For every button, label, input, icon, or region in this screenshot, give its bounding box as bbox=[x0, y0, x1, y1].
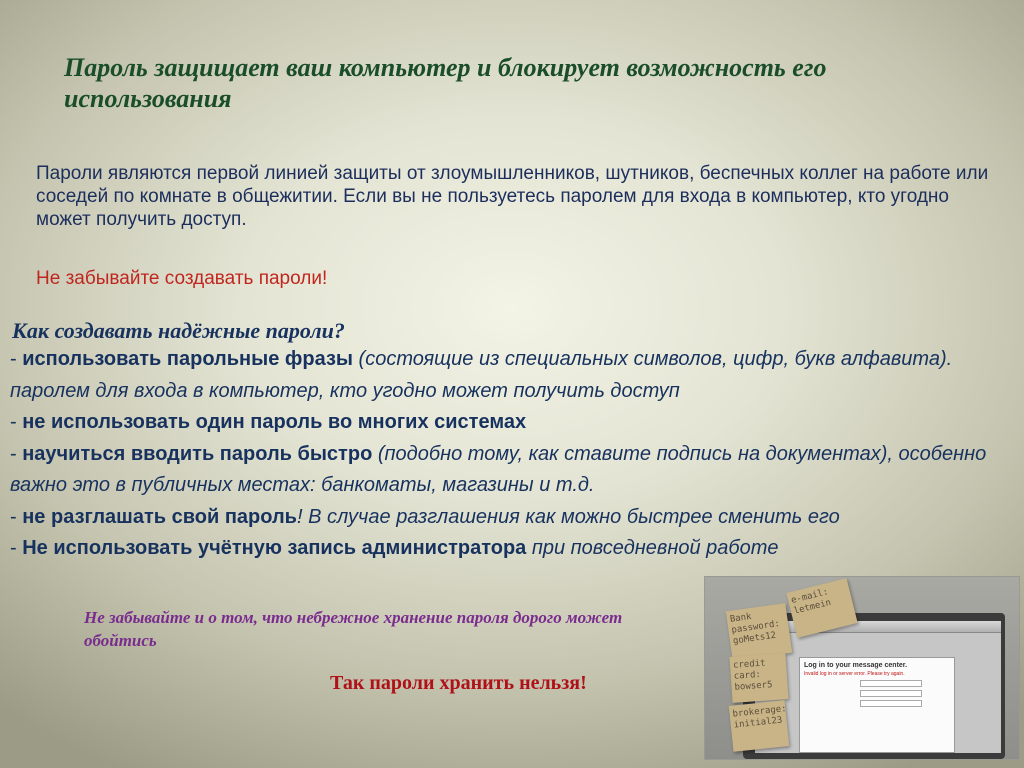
tip-detail: (подобно тому, как ставите подпись на документах), особенно важно это в публичных местах: банкоматы, магазины и т.д. bbox=[10, 442, 987, 496]
tip-dash: - bbox=[10, 505, 23, 528]
sticky-note-email: e-mail: letmein bbox=[786, 578, 857, 638]
tip-detail: ! В случае разглашения как можно быстрее сменить его bbox=[296, 505, 840, 528]
tip-bold: Не использовать учётную запись администратора bbox=[22, 537, 527, 559]
tip-detail: (состоящие из специальных символов, цифр, букв алфавита). паролем для входа в компьютер, кто угодно может получить доступ bbox=[10, 348, 953, 402]
login-error: Invalid log in or server error. Please try again. bbox=[804, 671, 905, 677]
slide-title: Пароль защищает ваш компьютер и блокирует возможность его использования bbox=[64, 53, 827, 113]
tip-bold: не использовать один пароль во многих системах bbox=[22, 411, 527, 433]
never-store-caption: Так пароли хранить нельзя! bbox=[330, 672, 587, 694]
tip-item bbox=[10, 502, 1010, 534]
login-dialog bbox=[799, 657, 955, 753]
warning-text: Не забывайте и о том, что небрежное хранение пароля дорого может обойтись bbox=[84, 608, 623, 650]
tip-dash: - bbox=[10, 442, 23, 465]
tip-dash: - bbox=[10, 537, 23, 559]
tip-detail: при повседневной работе bbox=[526, 537, 779, 559]
tip-item bbox=[10, 533, 1010, 565]
tip-item bbox=[10, 439, 1010, 502]
tip-bold: использовать парольные фразы bbox=[22, 348, 353, 370]
login-address-field bbox=[860, 680, 922, 687]
tip-dash: - bbox=[10, 411, 23, 433]
login-title: Log in to your message center. bbox=[804, 662, 908, 669]
sticky-notes-photo bbox=[704, 576, 1020, 760]
intro-paragraph: Пароли являются первой линией защиты от злоумышленников, шутников, беспечных коллег на работе или соседей по комнате в общежитии. Если вы не пользуетесь паролем для входа в компьютер, кто угодно может получить доступ. bbox=[36, 163, 989, 230]
tip-dash: - bbox=[10, 348, 23, 370]
tips-list bbox=[10, 344, 1010, 565]
tip-item bbox=[10, 344, 1010, 407]
login-password-field bbox=[860, 700, 922, 707]
login-address-field bbox=[860, 690, 922, 697]
browser-toolbar bbox=[755, 621, 1001, 633]
monitor-screen bbox=[755, 621, 1001, 753]
reminder-text: Не забывайте создавать пароли! bbox=[36, 268, 328, 289]
sticky-note-brokerage: brokerage: initial23 bbox=[729, 700, 790, 752]
tip-bold: не разглашать свой пароль bbox=[22, 505, 297, 528]
howto-heading: Как создавать надёжные пароли? bbox=[12, 318, 345, 343]
sticky-note-credit-card: credit card: bowser5 bbox=[729, 653, 788, 703]
sticky-note-bank: Bank password: goMets12 bbox=[726, 603, 792, 661]
tip-bold: научиться вводить пароль быстро bbox=[22, 442, 373, 465]
tip-item bbox=[10, 407, 1010, 439]
